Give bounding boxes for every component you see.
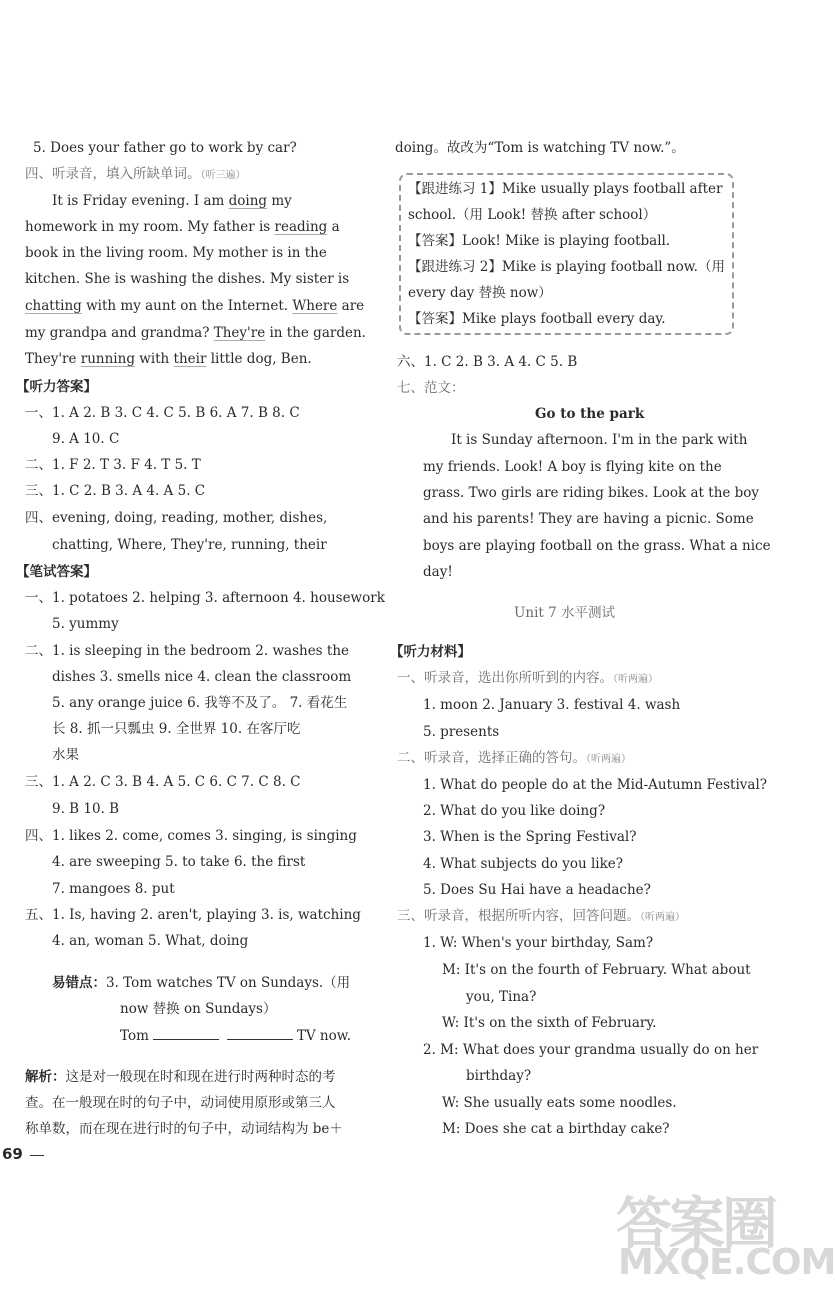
analysis-line: 查。在一般现在时的句子中，动词使用原形或第三人 bbox=[25, 1095, 336, 1111]
passage-text: are bbox=[337, 298, 365, 314]
answer-line: 四、1. likes 2. come, comes 3. singing, is singing bbox=[25, 828, 357, 844]
error-point-fill bbox=[120, 1027, 351, 1045]
answer-line: 六、1. C 2. B 3. A 4. C 5. B bbox=[397, 354, 578, 370]
dialogue-line: W: She usually eats some noodles. bbox=[442, 1095, 677, 1111]
passage-line bbox=[25, 297, 364, 315]
blank-answer: running bbox=[80, 351, 135, 367]
answer-line: 9. A 10. C bbox=[52, 431, 120, 447]
blank-line bbox=[153, 1027, 219, 1040]
watermark-logo: 答案圈 bbox=[616, 1192, 775, 1257]
material-line: 5. Does Su Hai have a headache? bbox=[423, 882, 651, 898]
answer-line: dishes 3. smells nice 4. clean the classroom bbox=[52, 669, 352, 685]
answer-line: 5. any orange juice 6. 我等不及了。 7. 看花生 bbox=[52, 695, 348, 711]
section-4-note: （听三遍） bbox=[200, 170, 246, 181]
unit-title: Unit 7 水平测试 bbox=[514, 605, 615, 621]
section-4-title: 四、听录音，填入所缺单词。 bbox=[25, 166, 201, 182]
section-heading bbox=[397, 907, 685, 927]
answer-line: 一、1. potatoes 2. helping 3. afternoon 4. housework bbox=[25, 590, 385, 606]
error-point-text: 3. Tom watches TV on Sundays.（用 bbox=[106, 975, 351, 991]
follow-up-line: 【跟进练习 1】Mike usually plays football after bbox=[408, 181, 723, 197]
answer-line: 7. mangoes 8. put bbox=[52, 881, 175, 897]
material-line: 4. What subjects do you like? bbox=[423, 856, 623, 872]
answer-line: 长 8. 抓一只瓢虫 9. 全世界 10. 在客厅吃 bbox=[52, 721, 301, 737]
material-line: 5. presents bbox=[423, 724, 500, 740]
follow-up-line: school.（用 Look! 替换 after school） bbox=[408, 207, 657, 223]
dialogue-line: birthday? bbox=[466, 1068, 532, 1084]
analysis-continued: doing。故改为“Tom is watching TV now.”。 bbox=[395, 140, 685, 156]
answer-line: 四、evening, doing, reading, mother, dishes, bbox=[25, 510, 328, 526]
follow-up-line: every day 替换 now） bbox=[408, 285, 552, 301]
answer-line: 5. yummy bbox=[52, 616, 119, 632]
answer-line: 4. are sweeping 5. to take 6. the first bbox=[52, 854, 306, 870]
analysis-text: 这是对一般现在时和现在进行时两种时态的考 bbox=[65, 1069, 336, 1085]
follow-up-line: 【答案】Look! Mike is playing football. bbox=[408, 233, 671, 249]
blank-answer: chatting bbox=[25, 298, 82, 314]
section-heading bbox=[397, 749, 631, 769]
written-answers-heading: 【笔试答案】 bbox=[16, 564, 97, 580]
section-1-note: （听两遍） bbox=[613, 674, 658, 685]
dialogue-line: W: It's on the sixth of February. bbox=[442, 1015, 657, 1031]
passage-line bbox=[25, 350, 312, 368]
passage-line: book in the living room. My mother is in the bbox=[25, 245, 327, 261]
answer-line: 水果 bbox=[52, 747, 79, 763]
passage-text: homework in my room. My father is bbox=[25, 219, 275, 235]
question-line: 5. Does your father go to work by car? bbox=[33, 140, 297, 156]
essay-line: grass. Two girls are riding bikes. Look at the boy bbox=[423, 485, 760, 501]
material-line: 2. What do you like doing? bbox=[423, 803, 606, 819]
essay-line: It is Sunday afternoon. I'm in the park with bbox=[451, 432, 748, 448]
page-number: 69 bbox=[2, 1145, 23, 1163]
watermark bbox=[616, 1180, 835, 1285]
material-line: 1. moon 2. January 3. festival 4. wash bbox=[423, 697, 681, 713]
blank-answer: doing bbox=[228, 193, 268, 209]
blank-answer: their bbox=[173, 351, 207, 367]
essay-label: 七、范文： bbox=[397, 380, 465, 396]
passage-text: They're bbox=[25, 351, 81, 367]
essay-line: and his parents! They are having a picnic. Some bbox=[423, 511, 754, 527]
error-point-line: now 替换 on Sundays） bbox=[120, 1001, 277, 1017]
dialogue-line: 1. W: When's your birthday, Sam? bbox=[423, 935, 654, 951]
essay-title: Go to the park bbox=[535, 406, 645, 422]
dialogue-line: M: It's on the fourth of February. What about bbox=[442, 962, 751, 978]
answer-line: 三、1. A 2. C 3. B 4. A 5. C 6. C 7. C 8. C bbox=[25, 774, 301, 790]
page-number-dash bbox=[30, 1155, 44, 1156]
section-1-title: 一、听录音，选出你所听到的内容。 bbox=[397, 670, 613, 686]
listening-material-heading: 【听力材料】 bbox=[390, 644, 471, 660]
passage-text: a bbox=[327, 219, 340, 235]
passage-line: kitchen. She is washing the dishes. My sister is bbox=[25, 271, 350, 287]
passage-text: my bbox=[267, 193, 292, 209]
answer-line: 三、1. C 2. B 3. A 4. A 5. C bbox=[25, 483, 206, 499]
section-heading bbox=[397, 669, 658, 689]
passage-text: my grandpa and grandma? bbox=[25, 325, 214, 341]
section-3-title: 三、听录音，根据所听内容，回答问题。 bbox=[397, 908, 640, 924]
passage-line bbox=[25, 218, 340, 236]
follow-up-line: 【跟进练习 2】Mike is playing football now.（用 bbox=[408, 259, 725, 275]
section-2-note: （听两遍） bbox=[586, 754, 631, 765]
blank-answer: reading bbox=[274, 219, 328, 235]
passage-text: It is Friday evening. I am bbox=[52, 193, 229, 209]
watermark-url: MXQE.COM bbox=[618, 1242, 835, 1283]
passage-text: with bbox=[134, 351, 174, 367]
analysis-label: 解析： bbox=[25, 1069, 66, 1085]
material-line: 1. What do people do at the Mid-Autumn Festival? bbox=[423, 777, 768, 793]
answer-line: 4. an, woman 5. What, doing bbox=[52, 933, 249, 949]
fill-text: TV now. bbox=[296, 1028, 352, 1044]
answer-line: 二、1. F 2. T 3. F 4. T 5. T bbox=[25, 457, 201, 473]
error-point bbox=[52, 974, 350, 992]
essay-line: my friends. Look! A boy is flying kite on the bbox=[423, 459, 722, 475]
answer-line: 五、1. Is, having 2. aren't, playing 3. is, watching bbox=[25, 907, 361, 923]
analysis-line: 称单数，而在现在进行时的句子中，动词结构为 be＋ bbox=[25, 1121, 343, 1137]
dialogue-line: you, Tina? bbox=[466, 989, 537, 1005]
essay-line: day! bbox=[423, 564, 453, 580]
passage-text: in the garden. bbox=[265, 325, 366, 341]
answer-line: 二、1. is sleeping in the bedroom 2. washes the bbox=[25, 643, 350, 659]
essay-line: boys are playing football on the grass. What a nice bbox=[423, 538, 771, 554]
answer-line: 9. B 10. B bbox=[52, 801, 120, 817]
listening-answers-heading: 【听力答案】 bbox=[16, 379, 97, 395]
blank-answer: Where bbox=[292, 298, 338, 314]
section-2-title: 二、听录音，选择正确的答句。 bbox=[397, 750, 586, 766]
answer-line: 一、1. A 2. B 3. C 4. C 5. B 6. A 7. B 8. C bbox=[25, 405, 300, 421]
passage-line bbox=[25, 324, 366, 342]
material-line: 3. When is the Spring Festival? bbox=[423, 829, 637, 845]
dialogue-line: 2. M: What does your grandma usually do on her bbox=[423, 1042, 759, 1058]
fill-text: Tom bbox=[120, 1028, 149, 1044]
dialogue-line: M: Does she cat a birthday cake? bbox=[442, 1121, 670, 1137]
section-3-note: （听两遍） bbox=[640, 912, 685, 923]
blank-answer: They're bbox=[213, 325, 266, 341]
analysis-line bbox=[25, 1068, 336, 1086]
passage-text: little dog, Ben. bbox=[206, 351, 312, 367]
passage-text: with my aunt on the Internet. bbox=[81, 298, 293, 314]
passage-line bbox=[52, 192, 292, 210]
answer-line: chatting, Where, They're, running, their bbox=[52, 537, 327, 553]
section-heading bbox=[25, 165, 246, 185]
follow-up-line: 【答案】Mike plays football every day. bbox=[408, 311, 666, 327]
blank-line bbox=[227, 1027, 293, 1040]
error-point-label: 易错点： bbox=[52, 975, 106, 991]
